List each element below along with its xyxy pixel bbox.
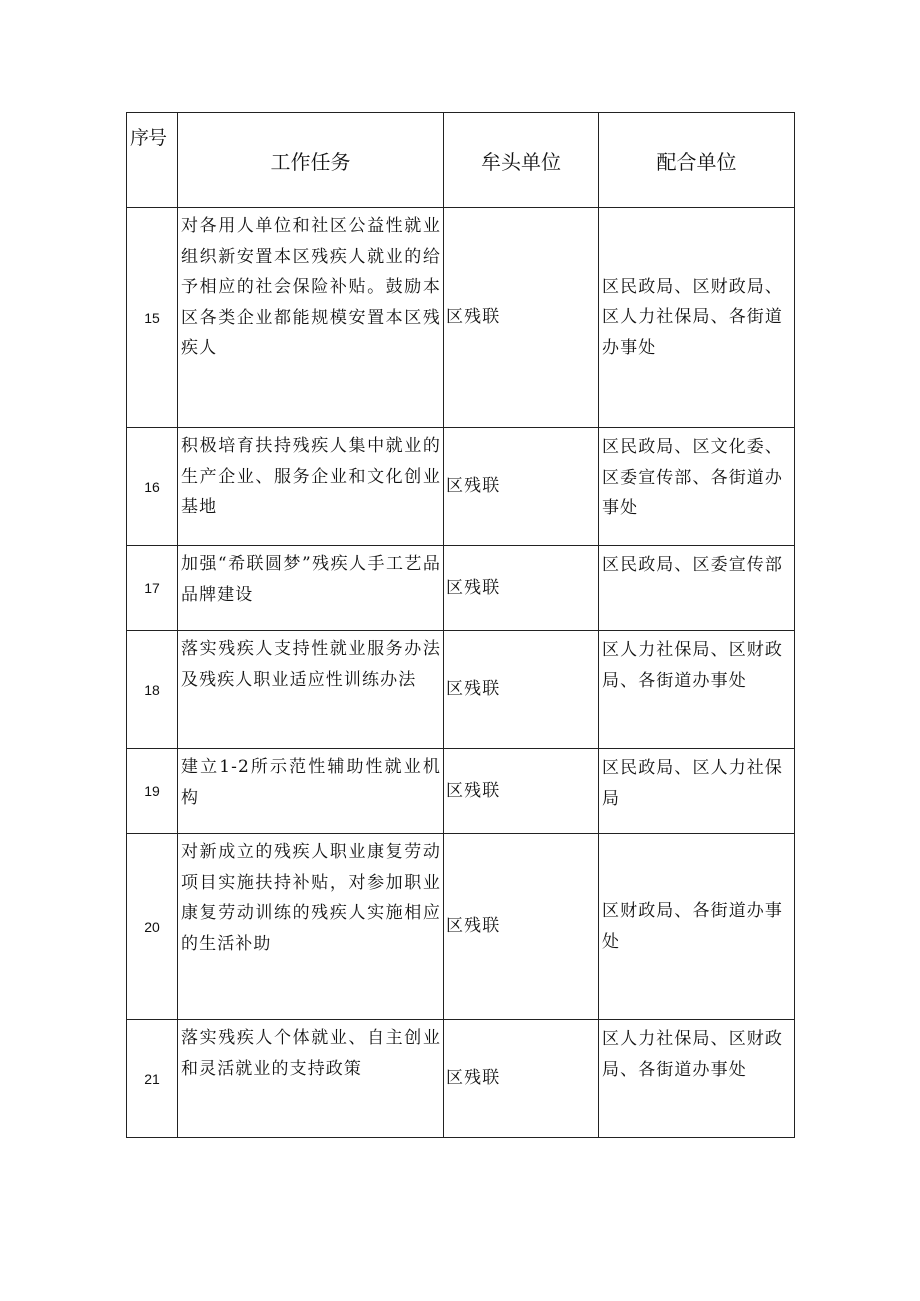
row-serial-number: 16 [127,428,178,546]
row-work-task: 对各用人单位和社区公益性就业组织新安置本区残疾人就业的给予相应的社会保险补贴。鼓励本区各类企业都能规模安置本区残疾人 [178,208,444,428]
row-serial-number: 15 [127,208,178,428]
row-lead-unit: 区残联 [444,749,599,834]
header-serial-number: 序号 [127,113,178,208]
table-row [127,749,795,834]
header-work-task: 工作任务 [178,113,444,208]
row-cooperating-unit: 区人力社保局、区财政局、各街道办事处 [599,1020,795,1138]
row-cooperating-unit: 区人力社保局、区财政局、各街道办事处 [599,631,795,749]
row-cooperating-unit: 区财政局、各街道办事处 [599,834,795,1020]
row-work-task: 落实残疾人支持性就业服务办法及残疾人职业适应性训练办法 [178,631,444,749]
row-work-task: 积极培育扶持残疾人集中就业的生产企业、服务企业和文化创业基地 [178,428,444,546]
row-cooperating-unit: 区民政局、区文化委、区委宣传部、各街道办事处 [599,428,795,546]
table-row [127,834,795,1020]
row-lead-unit: 区残联 [444,834,599,1020]
row-serial-number: 17 [127,546,178,631]
row-serial-number: 18 [127,631,178,749]
header-lead-unit: 牟头单位 [444,113,599,208]
table-row [127,631,795,749]
row-cooperating-unit: 区民政局、区委宣传部 [599,546,795,631]
table-row [127,428,795,546]
row-cooperating-unit: 区民政局、区人力社保局 [599,749,795,834]
table-row [127,546,795,631]
row-serial-number: 19 [127,749,178,834]
table-row [127,208,795,428]
row-serial-number: 21 [127,1020,178,1138]
row-lead-unit: 区残联 [444,631,599,749]
task-table [126,112,795,1138]
row-work-task: 对新成立的残疾人职业康复劳动项目实施扶持补贴，对参加职业康复劳动训练的残疾人实施相应的生活补助 [178,834,444,1020]
row-work-task: 加强“希联圆梦”残疾人手工艺品品牌建设 [178,546,444,631]
table-header-row [127,113,795,208]
row-lead-unit: 区残联 [444,428,599,546]
row-cooperating-unit: 区民政局、区财政局、区人力社保局、各街道办事处 [599,208,795,428]
row-serial-number: 20 [127,834,178,1020]
table-row [127,1020,795,1138]
row-lead-unit: 区残联 [444,1020,599,1138]
row-lead-unit: 区残联 [444,546,599,631]
row-work-task: 落实残疾人个体就业、自主创业和灵活就业的支持政策 [178,1020,444,1138]
row-lead-unit: 区残联 [444,208,599,428]
row-work-task: 建立1-2所示范性辅助性就业机构 [178,749,444,834]
header-cooperating-unit: 配合单位 [599,113,795,208]
